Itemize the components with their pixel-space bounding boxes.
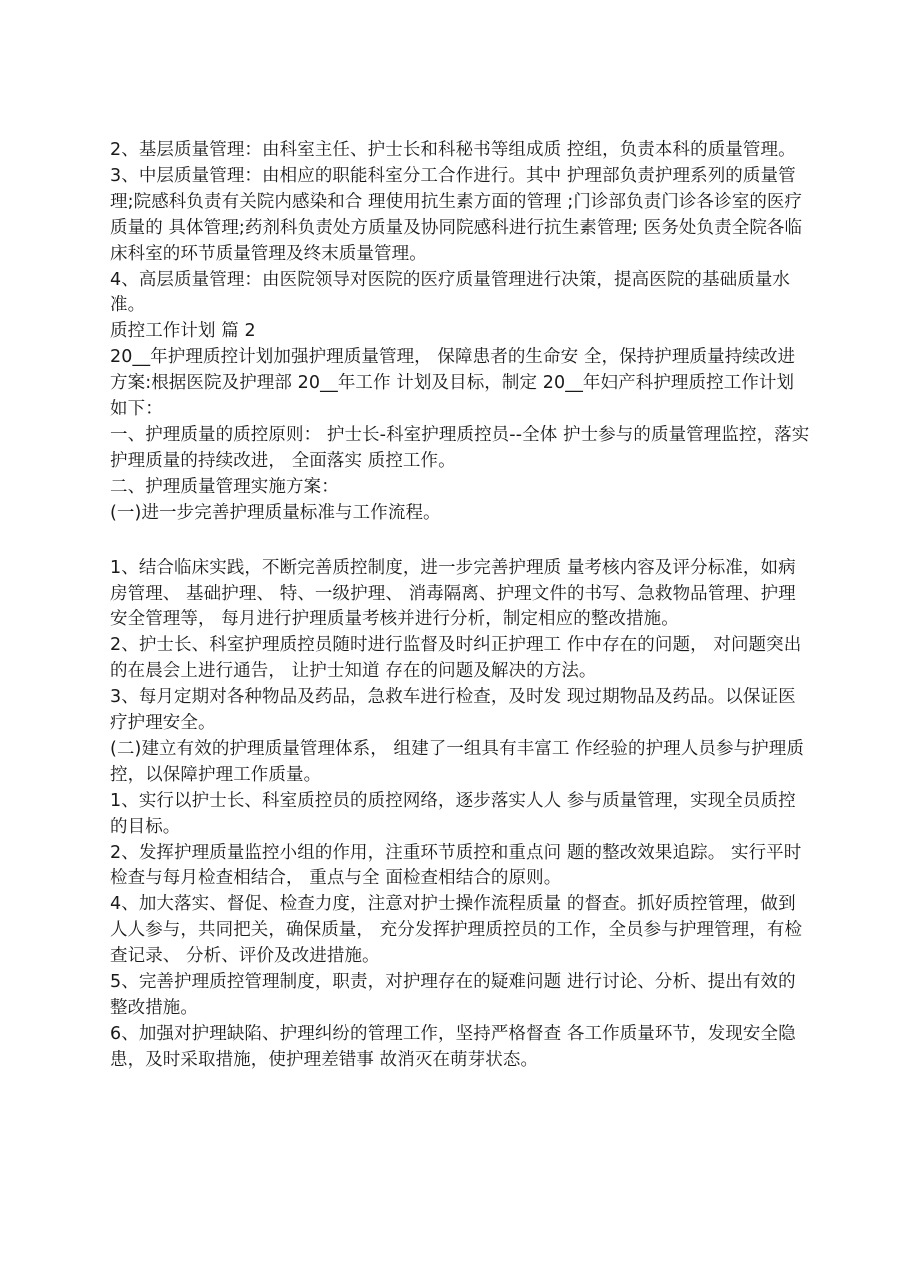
section-heading: 质控工作计划 篇 2 xyxy=(110,321,256,342)
paragraph-item-2: 2、护士长、科室护理质控员随时进行监督及时纠正护理工 作中存在的问题， 对问题突出的在晨会上进行通告， 让护士知道 存在的问题及解决的方法。 xyxy=(110,635,802,682)
paragraph-middle-level-management: 3、中层质量管理：由相应的职能科室分工合作进行。其中 护理部负责护理系列的质量管理;院感科负责有关院内感染和合 理使用抗生素方面的管理 ;门诊部负责门诊各诊室的医疗质量的 具体管理;药剂科负责处方质量及协同院感科进行抗生素管理; 医务处负责全院各临床科室的环节质量管理及终末质量管理。 xyxy=(110,165,803,264)
document-body xyxy=(110,138,810,1074)
paragraph-item-2b: 2、发挥护理质量监控小组的作用，注重环节质控和重点问 题的整改效果追踪。 实行平时检查与每月检查相结合， 重点与全 面检查相结合的原则。 xyxy=(110,842,802,889)
paragraph-spacer xyxy=(110,527,810,556)
paragraph-basic-level-management: 2、基层质量管理：由科室主任、护士长和科秘书等组成质 控组，负责本科的质量管理。 xyxy=(110,140,796,160)
paragraph-plan-intro: 20__年护理质控计划加强护理质量管理， 保障患者的生命安 全，保持护理质量持续改进方案:根据医院及护理部 20__年工作 计划及目标，制定 20__年妇产科护理质控工作计划如下： xyxy=(110,347,796,420)
paragraph-high-level-management: 4、高层质量管理：由医院领导对医院的医疗质量管理进行决策，提高医院的基础质量水准。 xyxy=(110,269,791,316)
paragraph-item-5b: 5、完善护理质控管理制度，职责，对护理存在的疑难问题 进行讨论、分析、提出有效的整改措施。 xyxy=(110,972,796,1018)
paragraph-item-1b: 1、实行以护士长、科室质控员的质控网络，逐步落实人人 参与质量管理，实现全员质控的目标。 xyxy=(110,790,796,837)
paragraph-item-6b: 6、加强对护理缺陷、护理纠纷的管理工作，坚持严格督查 各工作质量环节，发现安全隐患，及时采取措施，使护理差错事 故消灭在萌芽状态。 xyxy=(110,1023,796,1070)
paragraph-implementation-heading: 二、护理质量管理实施方案： xyxy=(110,476,339,497)
paragraph-item-4b: 4、加大落实、督促、检查力度，注意对护士操作流程质量 的督查。抓好质控管理，做到人人参与，共同把关，确保质量， 充分发挥护理质控员的工作，全员参与护理管理，有检查记录、 分析、评价及改进措施。 xyxy=(110,894,803,967)
paragraph-subsection-one: (一)进一步完善护理质量标准与工作流程。 xyxy=(110,502,441,523)
paragraph-principle: 一、护理质量的质控原则： 护士长-科室护理质控员--全体 护士参与的质量管理监控，落实护理质量的持续改进， 全面落实 质控工作。 xyxy=(110,424,810,471)
paragraph-subsection-two: (二)建立有效的护理质量管理体系， 组建了一组具有丰富工 作经验的护理人员参与护理质控，以保障护理工作质量。 xyxy=(110,738,804,785)
paragraph-item-1: 1、结合临床实践，不断完善质控制度，进一步完善护理质 量考核内容及评分标准，如病房管理、 基础护理、 特、一级护理、 消毒隔离、护理文件的书写、急救物品管理、护理安全管理等， 每月进行护理质量考核并进行分析，制定相应的整改措施。 xyxy=(110,557,796,630)
paragraph-item-3: 3、每月定期对各种物品及药品，急救车进行检查，及时发 现过期物品及药品。以保证医疗护理安全。 xyxy=(110,687,796,734)
